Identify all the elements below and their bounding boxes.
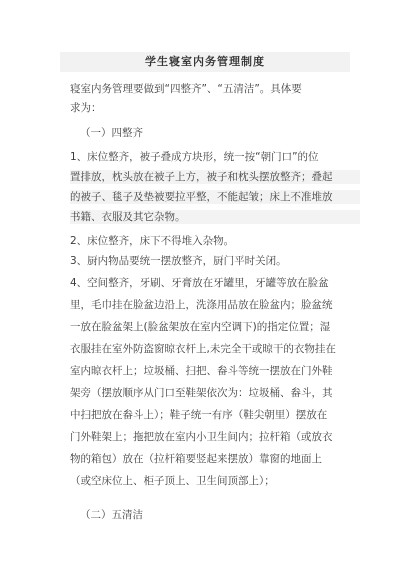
text-line: 寝室内务管理要做到“四整齐”、“五清洁”。具体要 [70, 83, 302, 95]
text-line: （或空床位上、柜子顶上、卫生间顶部上）； [70, 475, 275, 487]
text-line: 的被子、毯子及垫被要拉平整，不能起皱；床上不准堆放 [70, 190, 360, 204]
text-line: 门外鞋架上；拖把放在室内小卫生间内；拉杆箱（或放衣 [70, 431, 333, 443]
text-line: 中扫把放在畚斗上）；鞋子统一有序（鞋尖朝里）摆放在 [70, 409, 328, 421]
text-line: 2、床位整齐，床下不得堆入杂物。 [70, 235, 235, 247]
text-line: 室内晾衣杆上；垃圾桶、扫把、畚斗等统一摆放在门外鞋 [70, 365, 333, 377]
text-line: 物的箱包）放在（拉杆箱要竖起来摆放）靠窗的地面上 [70, 453, 322, 465]
text-line: 架旁（摆放顺序从门口至鞋架依次为：垃圾桶、畚斗，其 [70, 387, 333, 399]
text-line: 3、厨内物品要统一摆放整齐，厨门平时关闭。 [70, 255, 287, 267]
text-line: 里，毛巾挂在脸盆边沿上，洗涤用品放在脸盆内；脸盆统 [70, 299, 333, 311]
text-line: 一放在脸盆架上(脸盆架放在室内空调下)的指定位置；湿 [70, 321, 331, 333]
text-line: 1、床位整齐，被子叠成方块形，统一按“朝门口”的位 [70, 151, 319, 163]
section-heading: （一）四整齐 [80, 127, 143, 139]
text-line: 置排放，枕头放在被子上方，被子和枕头摆放整齐；叠起 [70, 170, 360, 184]
text-line: 4、空间整齐，牙刷、牙膏放在牙罐里，牙罐等放在脸盆 [70, 277, 329, 289]
document-title: 学生寝室内务管理制度 [60, 52, 350, 72]
text-line: 求为： [70, 102, 102, 114]
section-heading: （二）五清洁 [80, 509, 143, 521]
text-line: 衣服挂在室外防盗窗晾衣杆上,未完全干或晾干的衣物挂在 [70, 343, 336, 355]
text-line: 书籍、衣服及其它杂物。 [70, 210, 360, 224]
